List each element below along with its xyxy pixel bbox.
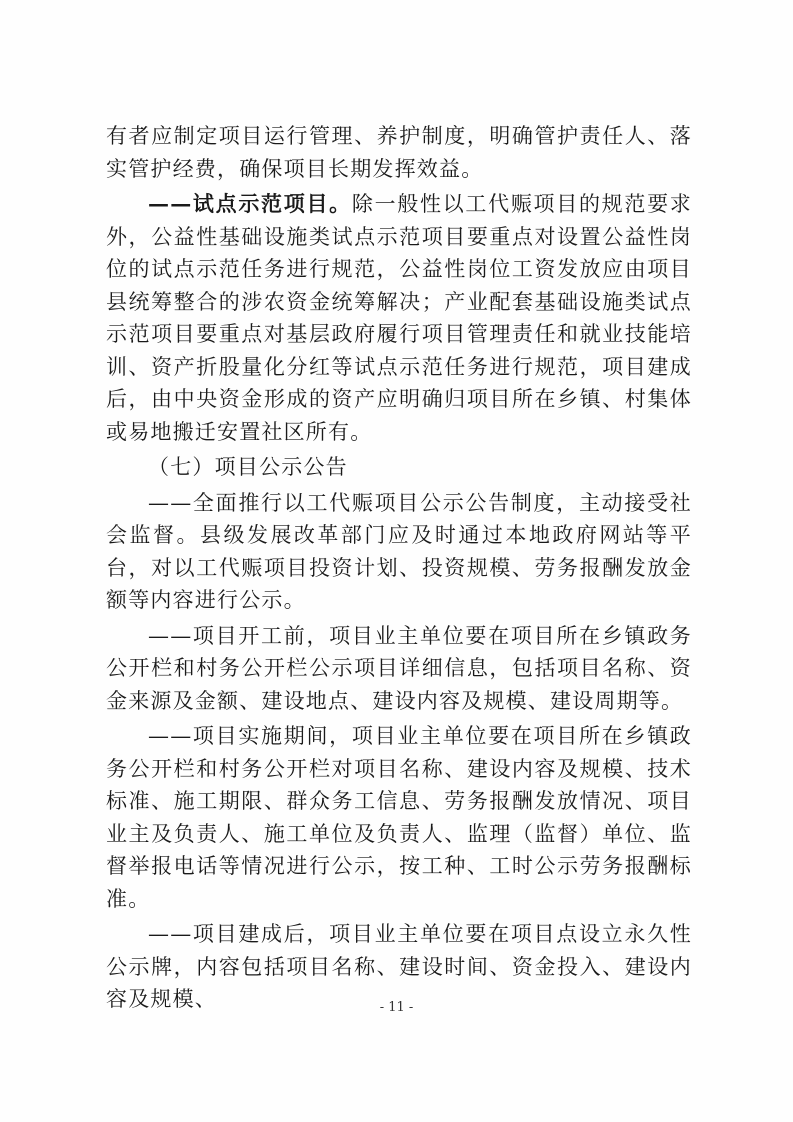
paragraph-text: ——项目实施期间，项目业主单位要在项目所在乡镇政务公开栏和村务公开栏对项目名称、建设内容及规模、技术标准、施工期限、群众务工信息、劳务报酬发放情况、项目业主及负责人、施工单位及负责人、监理（监督）单位、监督举报电话等情况进行公示，按工种、工时公示劳务报酬标准。 xyxy=(106,724,692,911)
paragraph-text: ——全面推行以工代赈项目公示公告制度，主动接受社会监督。县级发展改革部门应及时通过本地政府网站等平台，对以工代赈项目投资计划、投资规模、劳务报酬发放金额等内容进行公示。 xyxy=(106,490,692,612)
paragraph-before-construction xyxy=(106,620,692,718)
paragraph-during-implementation xyxy=(106,720,692,915)
page-number: - 11 - xyxy=(379,1000,414,1015)
paragraph-text: ——项目开工前，项目业主单位要在项目所在乡镇政务公开栏和村务公开栏公示项目详细信息，包括项目名称、资金来源及金额、建设地点、建设内容及规模、建设周期等。 xyxy=(106,623,692,713)
paragraph-continuation xyxy=(106,120,692,185)
body-text xyxy=(106,120,692,1019)
paragraph-text: ——项目建成后，项目业主单位要在项目点设立永久性公示牌，内容包括项目名称、建设时间、资金投入、建设内容及规模、 xyxy=(106,922,692,1011)
paragraph-pilot-projects xyxy=(106,188,692,448)
paragraph-public-notice-system xyxy=(106,487,692,617)
paragraph-text: 除一般性以工代赈项目的规范要求外，公益性基础设施类试点示范项目要重点对设置公益性岗位的试点示范任务进行规范，公益性岗位工资发放应由项目县统筹整合的涉农资金统筹解决；产业配套基础设施类试点示范项目要重点对基层政府履行项目管理责任和就业技能培训、资产折股量化分红等试点示范任务进行规范，项目建成后，由中央资金形成的资产应明确归项目所在乡镇、村集体或易地搬迁安置社区所有。 xyxy=(106,192,692,444)
paragraph-text: 有者应制定项目运行管理、养护制度，明确管护责任人、落实管护经费，确保项目长期发挥效益。 xyxy=(106,124,692,181)
section-heading: （七）项目公示公告 xyxy=(148,455,348,479)
paragraph-lead: ——试点示范项目。 xyxy=(148,191,352,216)
